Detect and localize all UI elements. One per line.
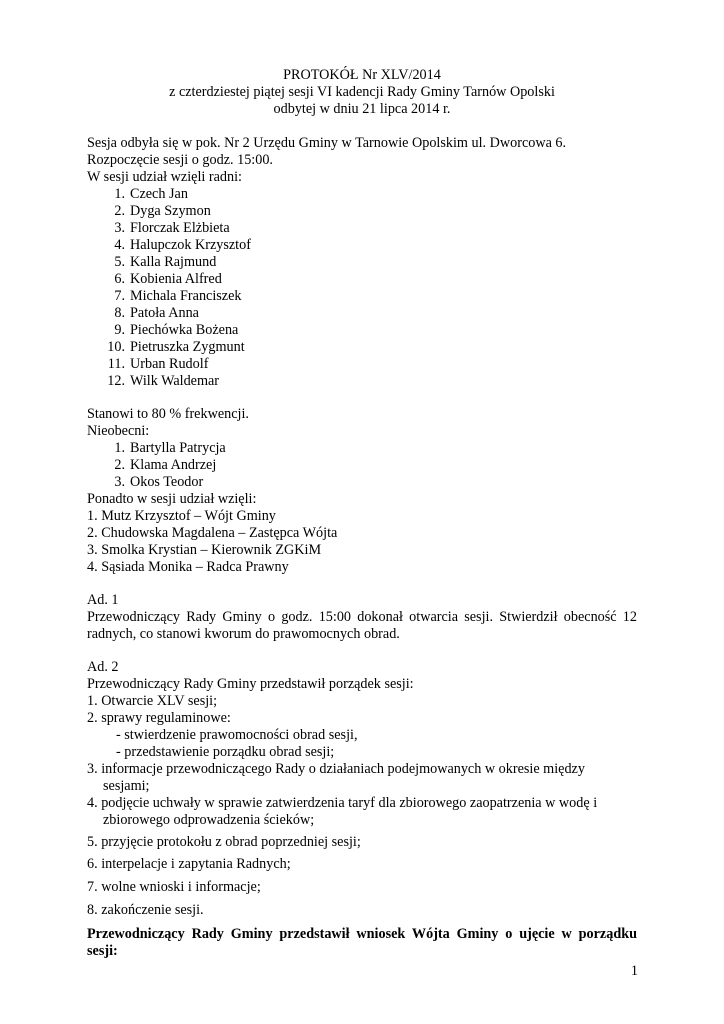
protocol-subtitle: z czterdziestej piątej sesji VI kadencji Rady Gminy Tarnów Opolski [169, 84, 555, 100]
protocol-date: odbytej w dniu 21 lipca 2014 r. [273, 101, 451, 117]
list-number: 5. [114, 254, 125, 270]
list-number: 2. [114, 457, 125, 473]
ad2-intro: Przewodniczący Rady Gminy przedstawił porządek sesji: [87, 676, 414, 692]
attendance-text: Stanowi to 80 % frekwencji. [87, 406, 249, 422]
guest-item: 4. Sąsiada Monika – Radca Prawny [87, 559, 289, 575]
guests-heading: Ponadto w sesji udział wzięli: [87, 491, 257, 507]
ad1-heading: Ad. 1 [87, 592, 119, 608]
list-name: Michala Franciszek [130, 288, 242, 304]
session-start: Rozpoczęcie sesji o godz. 15:00. [87, 152, 273, 168]
list-number: 11. [107, 356, 125, 372]
agenda-item-5: 5. przyjęcie protokołu z obrad poprzedniej sesji; [87, 834, 361, 850]
list-name: Patoła Anna [130, 305, 199, 321]
closing-paragraph-line-1: Przewodniczący Rady Gminy przedstawił wniosek Wójta Gminy o ujęcie w porządku [87, 926, 637, 942]
list-name: Dyga Szymon [130, 203, 211, 219]
list-name: Urban Rudolf [130, 356, 209, 372]
list-number: 1. [114, 440, 125, 456]
list-number: 2. [114, 203, 125, 219]
list-name: Piechówka Bożena [130, 322, 239, 338]
agenda-item-6: 6. interpelacje i zapytania Radnych; [87, 856, 291, 872]
ad1-line-2: radnych, co stanowi kworum do prawomocnych obrad. [87, 626, 400, 642]
list-name: Kalla Rajmund [130, 254, 217, 270]
list-item [107, 271, 222, 288]
list-item [107, 288, 241, 305]
list-number: 4. [114, 237, 125, 253]
session-place: Sesja odbyła się w pok. Nr 2 Urzędu Gminy w Tarnowie Opolskim ul. Dworcowa 6. [87, 135, 567, 151]
agenda-item-3: 3. informacje przewodniczącego Rady o działaniach podejmowanych w okresie między [87, 761, 585, 777]
agenda-subitem: - przedstawienie porządku obrad sesji; [116, 744, 335, 760]
agenda-item-8: 8. zakończenie sesji. [87, 902, 204, 918]
list-number: 6. [114, 271, 125, 287]
list-name: Czech Jan [130, 186, 188, 202]
list-name: Kobienia Alfred [130, 271, 222, 287]
agenda-item-4-cont: zbiorowego odprowadzenia ścieków; [103, 812, 315, 828]
list-item [107, 237, 251, 254]
guest-item: 3. Smolka Krystian – Kierownik ZGKiM [87, 542, 322, 558]
list-item [107, 203, 211, 220]
list-number: 3. [114, 220, 125, 236]
list-item [107, 186, 188, 203]
list-number: 7. [114, 288, 125, 304]
list-number: 8. [114, 305, 125, 321]
list-item [107, 305, 199, 322]
list-item [107, 254, 216, 271]
list-item [107, 440, 226, 457]
absent-heading: Nieobecni: [87, 423, 150, 439]
ad1-line-1: Przewodniczący Rady Gminy o godz. 15:00 dokonał otwarcia sesji. Stwierdził obecność 12 [87, 609, 637, 625]
list-number: 10. [107, 339, 125, 355]
list-item [107, 339, 245, 356]
agenda-item-4: 4. podjęcie uchwały w sprawie zatwierdzenia taryf dla zbiorowego zaopatrzenia w wodę i [87, 795, 598, 811]
agenda-item-2: 2. sprawy regulaminowe: [87, 710, 231, 726]
list-item [107, 474, 203, 491]
agenda-item-7: 7. wolne wnioski i informacje; [87, 879, 261, 895]
closing-paragraph-line-2: sesji: [87, 943, 118, 959]
list-name: Bartylla Patrycja [130, 440, 226, 456]
agenda-item-1: 1. Otwarcie XLV sesji; [87, 693, 218, 709]
agenda-subitem: - stwierdzenie prawomocności obrad sesji, [116, 727, 358, 743]
list-number: 9. [114, 322, 125, 338]
list-number: 12. [107, 373, 125, 389]
agenda-item-3-cont: sesjami; [103, 778, 150, 794]
guest-item: 2. Chudowska Magdalena – Zastępca Wójta [87, 525, 338, 541]
list-item [107, 373, 219, 390]
list-item [107, 356, 208, 373]
ad2-heading: Ad. 2 [87, 659, 119, 675]
list-number: 1. [114, 186, 125, 202]
list-name: Okos Teodor [130, 474, 204, 490]
present-heading: W sesji udział wzięli radni: [87, 169, 242, 185]
guest-item: 1. Mutz Krzysztof – Wójt Gminy [87, 508, 276, 524]
list-number: 3. [114, 474, 125, 490]
list-name: Florczak Elżbieta [130, 220, 230, 236]
list-item [107, 322, 238, 339]
list-name: Wilk Waldemar [130, 373, 220, 389]
page-number: 1 [630, 963, 638, 979]
list-item [107, 457, 216, 474]
list-name: Halupczok Krzysztof [130, 237, 251, 253]
list-name: Pietruszka Zygmunt [130, 339, 245, 355]
protocol-title: PROTOKÓŁ Nr XLV/2014 [283, 67, 441, 83]
list-name: Klama Andrzej [130, 457, 217, 473]
list-item [107, 220, 230, 237]
